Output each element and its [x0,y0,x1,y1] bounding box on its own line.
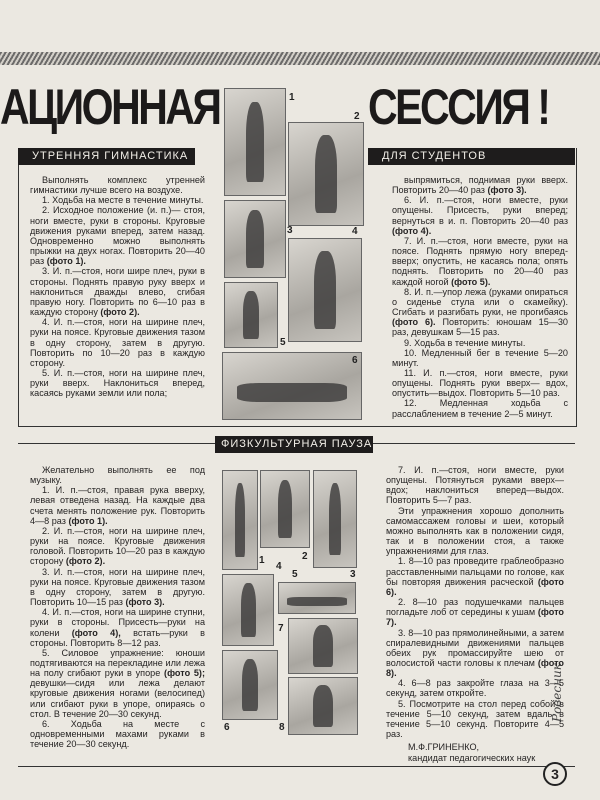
text-segment: встать—руки в стороны. Повторить 8—12 раз. [30,627,205,648]
photo-reference: (фото 6). [386,576,564,597]
text-segment: Повторить: юношам 15—30 раз, девушкам 5—15 раз. [392,317,568,338]
text-segment: Выполнять комплекс утренней гимнастики лучше всего на воздухе. [30,175,205,196]
text-segment: 7. И. п.—стоя, ноги вместе, руки опущены. Потянуться руками вверх—вдох; наклониться вперед—выдох. Повторить 5—7 раз. [386,465,564,506]
text-segment: 4. 6—8 раз закройте глаза на 3—5 секунд, затем откройте. [386,678,564,699]
pause-photo-2 [260,470,310,548]
text-segment: 11. И. п.—стоя, ноги вместе, руки опущены. Поднять руки вверх— вдох, опустить—выдох. Повторить 5—10 раз. [392,367,568,399]
text-segment: 1. Ходьба на месте в течение минуты. [42,195,204,206]
paragraph [30,195,205,205]
text-segment: 7. И. п.—стоя, ноги вместе, руки на поясе. Поднять прямую ногу вперед-вверх; опустить, не касаясь пола; опять поднять. Повторить по 20—40 раз каждой ногой [392,235,568,287]
paragraph [386,597,564,627]
morning-photo-6 [222,352,362,420]
morning-photo-5 [224,282,278,348]
pause-photo-5 [278,582,356,614]
paragraph [30,465,205,485]
pause-photo-1 [222,470,258,570]
paragraph [386,678,564,698]
photo-reference: (фото 2). [100,307,140,318]
photo-number: 2 [354,111,360,122]
text-segment: 3. И. п.—стоя, ноги на ширине плеч, руки на поясе. Круговые движения тазом в одну сторону, затем в другую. Повторить 10—15 раз [30,566,205,608]
text-segment: Желательно выполнять ее под музыку. [30,465,205,486]
photo-reference: (фото 3). [125,597,165,608]
photo-number: 2 [302,551,308,562]
author-name: М.Ф.ГРИНЕНКО, [408,742,480,752]
paragraph [392,195,568,236]
headline-left: АЦИОННАЯ [0,79,220,135]
morning-heading: УТРЕННЯЯ ГИМНАСТИКА [18,148,195,165]
magazine-logo: Ровесник [550,663,564,722]
text-segment: 2. И. п.—стоя, ноги на ширине плеч, руки на поясе. Круговые движения головой. Повторить 10—20 раз в каждую сторону [30,525,205,567]
text-segment: 1. И. п.—стоя, правая рука вверху, левая отведена назад. На каждые два счета менять положение рук. Повторить 4—8 раз [30,485,205,526]
paragraph [30,567,205,608]
pause-heading: ФИЗКУЛЬТУРНАЯ ПАУЗА [215,436,373,453]
paragraph [30,526,205,567]
text-segment: 3. 8—10 раз прямолинейными, а затем спиралевидными движениями пальцев обеих рук промассируйте шею от волосистой части головы к плечам [386,627,564,668]
paragraph [392,236,568,287]
text-segment: 5. И. п.—стоя, ноги на ширине плеч, руки вверх. Наклониться вперед, касаясь руками земли или пола; [30,367,205,399]
paragraph [392,287,568,338]
morning-photo-1 [224,88,286,196]
text-segment: 9. Ходьба в течение минуты. [404,337,526,348]
morning-text-left [30,175,205,398]
pause-text-left [30,465,205,749]
photo-number: 7 [278,623,284,634]
pause-photo-4 [222,574,274,646]
photo-number: 1 [259,555,265,566]
text-segment: 5. Посмотрите на стол перед собой в течение 5—10 секунд, затем вдаль в течение 5—10 секунд. Повторите 4—5 раз. [386,698,564,740]
pause-text-right [386,465,564,739]
photo-number: 4 [276,561,282,572]
morning-photo-4 [288,238,362,342]
text-segment: 4. И. п.—стоя, ноги на ширине ступни, руки в стороны. Присесть—руки на колени [30,607,205,638]
photo-number: 3 [350,569,356,580]
paragraph [392,368,568,398]
photo-reference: (фото 5); [164,668,205,679]
paragraph [386,699,564,740]
pause-photo-7 [288,618,358,674]
paragraph [30,368,205,398]
headline-right: СЕССИЯ ! [368,79,549,135]
pause-photo-3 [313,470,357,568]
photo-reference: (фото 6). [392,317,436,328]
text-segment: 6. Ходьба на месте с одновременными махами руками в течение 20—30 секунд. [30,718,205,750]
paragraph [386,556,564,597]
text-segment: 12. Медленная ходьба с расслаблением в течение 2—5 минут. [392,398,568,419]
text-segment: 1. 8—10 раз проведите граблеобразно расставленными пальцами по голове, как бы повторяя движения расческой [386,556,564,587]
text-segment: выпрямиться, поднимая руки вверх. Повторить 20—40 раз [392,175,568,196]
paragraph [30,719,205,749]
pause-photo-6 [222,650,278,720]
paragraph [30,266,205,317]
morning-photo-3 [224,200,286,278]
photo-number: 5 [292,569,298,580]
text-segment: 6. И. п.—стоя, ноги вместе, руки опущены. Присесть, руки вперед; вернуться в и. п. Повторить 20—40 раз [392,195,568,226]
text-segment: 4. И. п.—стоя, ноги на ширине плеч, руки на поясе. Круговые движения тазом в одну сторону, затем в другую. Повторить по 10—20 раз в каждую сторону. [30,317,205,368]
photo-number: 5 [280,337,286,348]
paragraph [30,648,205,719]
text-segment: Эти упражнения хорошо дополнить самомассажем головы и шеи, который можно выполнять как в положении сидя, так и в положении стоя, а также упражнениями для глаз. [386,505,564,557]
paragraph [30,485,205,526]
paragraph [30,205,205,266]
paragraph [392,175,568,195]
text-segment: 8. И. п.—упор лежа (руками опираться о сиденье стула или о скамейку). Сгибать и разгибать руки, не прогибаясь [392,286,568,318]
paragraph [30,607,205,648]
text-segment: 3. И. п.—стоя, ноги шире плеч, руки в стороны. Поднять правую руку вверх и наклониться дважды влево, сгибая правую ногу. Повторить по 6—10 раз в каждую сторону [30,266,205,318]
text-segment: 10. Медленный бег в течение 5—20 минут. [392,347,568,368]
text-segment: девушки—сидя или лежа делают круговые движения ногами (велосипед) или сгибают руки в упоре, опираясь о стол. В течение 20—30 секунд. [30,678,205,719]
photo-number: 6 [224,722,230,733]
photo-reference: (фото 3). [487,185,527,196]
decorative-hatch-band [0,52,600,65]
photo-reference: (фото 1). [68,515,108,526]
author-title: кандидат педагогических наук [408,753,536,763]
photo-reference: (фото 4). [392,225,432,236]
photo-number: 6 [352,355,358,366]
paragraph [392,348,568,368]
paragraph [386,628,564,679]
photo-number: 8 [279,722,285,733]
paragraph [30,317,205,368]
text-segment: 2. 8—10 раз подушечками пальцев погладьте лоб от середины к ушам [386,597,564,618]
paragraph [30,175,205,195]
pause-photo-8 [288,677,358,735]
paragraph [392,398,568,418]
photo-reference: (фото 1). [46,256,86,267]
text-segment: 5. Силовое упражнение: юноши подтягиваются на перекладине или лежа на полу сгибают руки в упоре [30,647,205,679]
photo-reference: (фото 7). [386,607,564,628]
text-segment: 2. Исходное положение (и. п.)— стоя, ноги вместе, руки в стороны. Круговые движения руками вперед, затем назад. Одновременно можно выполнять прыжки на двух ногах. Повторить 20—40 раз [30,205,205,267]
photo-number: 4 [352,226,358,237]
photo-reference: (фото 5). [451,276,491,287]
students-heading: ДЛЯ СТУДЕНТОВ [368,148,575,165]
photo-number: 3 [287,225,293,236]
paragraph [386,465,564,506]
photo-reference: (фото 8). [386,657,564,679]
photo-reference: (фото 4), [71,627,121,638]
photo-number: 1 [289,92,295,103]
paragraph [392,338,568,348]
morning-text-right [392,175,568,419]
page-number: 3 [543,762,567,786]
paragraph [386,506,564,557]
photo-reference: (фото 2). [65,556,106,567]
morning-photo-2 [288,122,364,226]
